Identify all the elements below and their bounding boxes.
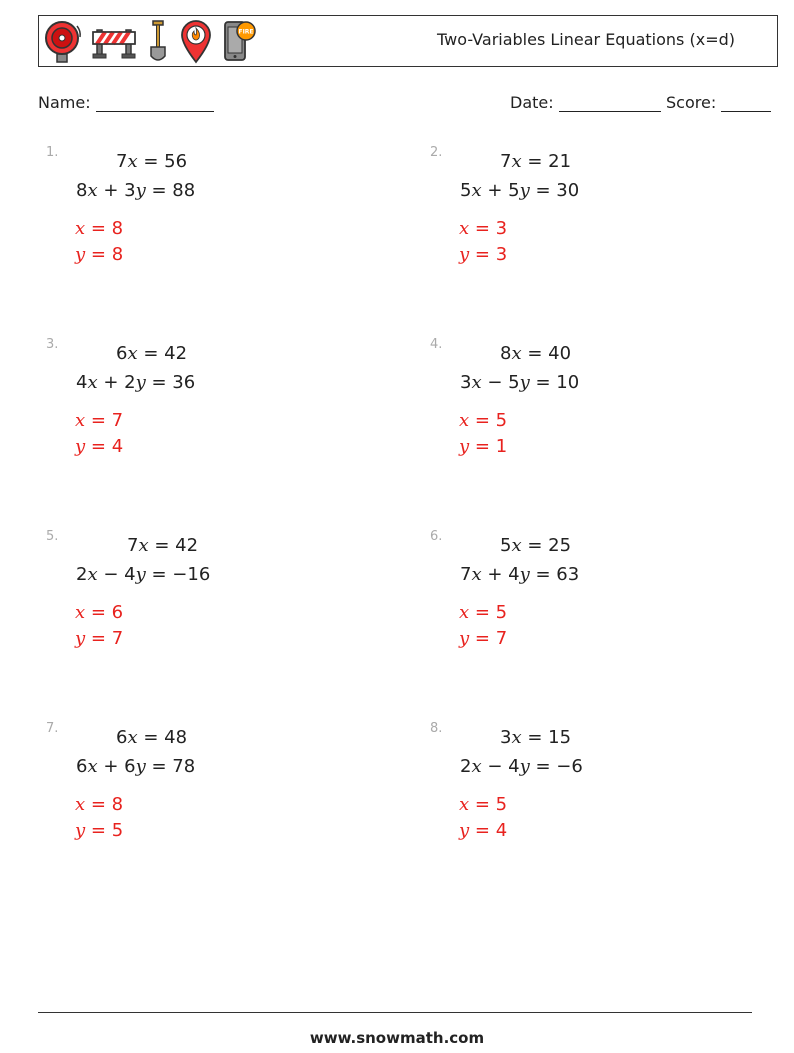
eq2-coef-a: 6 [76, 756, 88, 777]
problem-number: 3. [46, 337, 59, 352]
eq1-var: x [138, 535, 149, 556]
problem-number: 2. [430, 145, 443, 160]
answer-y: y = 8 [75, 244, 124, 265]
answer-y: y = 1 [459, 436, 508, 457]
eq1-rhs: = 48 [137, 727, 188, 748]
svg-text:FIRE: FIRE [238, 28, 254, 36]
eq2-var-x: x [471, 372, 482, 393]
equation-2 [76, 756, 195, 777]
answer-x: x = 6 [75, 602, 124, 623]
eq2-coef-a: 4 [76, 372, 88, 393]
eq1-rhs: = 40 [521, 343, 572, 364]
eq2-coef-a: 2 [76, 564, 88, 585]
eq2-var-y: y [135, 756, 146, 777]
eq2-coef-a: 3 [460, 372, 472, 393]
eq1-var: x [511, 343, 522, 364]
eq2-rhs: = 78 [145, 756, 196, 777]
eq2-op: + [97, 372, 125, 393]
phone-fire-call-icon [221, 18, 257, 64]
eq2-var-y: y [135, 372, 146, 393]
answer-x: x = 5 [459, 602, 508, 623]
eq2-var-y: y [519, 180, 530, 201]
problem-number: 8. [430, 721, 443, 736]
eq2-op: + [481, 180, 509, 201]
eq2-var-y: y [519, 372, 530, 393]
footer-url: www.snowmath.com [309, 1029, 485, 1047]
eq2-rhs: = 36 [145, 372, 196, 393]
problem-5 [46, 529, 386, 689]
eq2-var-x: x [471, 564, 482, 585]
answer-y: y = 5 [75, 820, 124, 841]
eq1-coef: 7 [500, 151, 512, 172]
eq2-rhs: = 88 [145, 180, 196, 201]
eq2-op: − [481, 372, 509, 393]
eq2-var-x: x [471, 180, 482, 201]
name-field[interactable] [38, 93, 214, 112]
equation-1 [500, 535, 571, 556]
problem-7 [46, 721, 386, 881]
eq1-coef: 3 [500, 727, 512, 748]
answer-x: x = 8 [75, 218, 124, 239]
eq2-var-x: x [471, 756, 482, 777]
problem-4 [430, 337, 770, 497]
score-field[interactable] [666, 93, 771, 112]
eq2-coef-a: 2 [460, 756, 472, 777]
eq1-rhs: = 42 [137, 343, 188, 364]
problem-number: 4. [430, 337, 443, 352]
fire-alarm-bell-icon [43, 18, 83, 64]
eq1-rhs: = 15 [521, 727, 572, 748]
problem-number: 5. [46, 529, 59, 544]
eq2-coef-b: 5 [508, 372, 520, 393]
eq2-coef-a: 5 [460, 180, 472, 201]
name-line [96, 95, 214, 112]
header-icons [43, 18, 265, 64]
answer-y: y = 4 [75, 436, 124, 457]
answer-y: y = 4 [459, 820, 508, 841]
problem-1 [46, 145, 386, 305]
eq2-op: − [97, 564, 125, 585]
road-barrier-icon [91, 18, 137, 64]
eq1-rhs: = 25 [521, 535, 572, 556]
answer-y: y = 3 [459, 244, 508, 265]
equation-1 [500, 343, 571, 364]
equation-2 [460, 372, 579, 393]
eq2-var-y: y [519, 564, 530, 585]
eq2-rhs: = 10 [529, 372, 580, 393]
eq1-rhs: = 21 [521, 151, 572, 172]
answer-x: x = 5 [459, 794, 508, 815]
eq1-var: x [127, 343, 138, 364]
worksheet-title: Two-Variables Linear Equations (x=d) [437, 30, 735, 49]
eq2-coef-a: 7 [460, 564, 472, 585]
answer-x: x = 7 [75, 410, 124, 431]
date-label: Date: [510, 93, 554, 112]
score-label: Score: [666, 93, 717, 112]
date-field[interactable] [510, 93, 661, 112]
answer-y: y = 7 [75, 628, 124, 649]
eq1-var: x [127, 727, 138, 748]
eq2-var-y: y [135, 564, 146, 585]
equation-2 [76, 564, 210, 585]
eq2-var-x: x [87, 564, 98, 585]
footer-divider [38, 1012, 752, 1013]
problem-number: 1. [46, 145, 59, 160]
equation-1 [116, 343, 187, 364]
equation-1 [116, 151, 187, 172]
eq2-var-x: x [87, 372, 98, 393]
eq2-op: − [481, 756, 509, 777]
eq2-rhs: = 63 [529, 564, 580, 585]
eq2-rhs: = 30 [529, 180, 580, 201]
eq1-coef: 6 [116, 727, 128, 748]
eq2-coef-b: 3 [124, 180, 136, 201]
eq2-coef-a: 8 [76, 180, 88, 201]
eq1-coef: 7 [116, 151, 128, 172]
eq2-coef-b: 4 [508, 756, 520, 777]
problem-number: 7. [46, 721, 59, 736]
problem-3 [46, 337, 386, 497]
worksheet-header [38, 15, 778, 67]
problem-2 [430, 145, 770, 305]
eq2-var-x: x [87, 180, 98, 201]
equation-2 [76, 372, 195, 393]
eq2-coef-b: 4 [508, 564, 520, 585]
answer-y: y = 7 [459, 628, 508, 649]
eq2-op: + [97, 180, 125, 201]
equation-1 [500, 727, 571, 748]
eq1-var: x [127, 151, 138, 172]
problem-6 [430, 529, 770, 689]
eq2-op: + [481, 564, 509, 585]
eq1-var: x [511, 727, 522, 748]
eq2-op: + [97, 756, 125, 777]
answer-x: x = 3 [459, 218, 508, 239]
eq2-coef-b: 6 [124, 756, 136, 777]
eq2-rhs: = −6 [529, 756, 583, 777]
equation-2 [76, 180, 195, 201]
equation-2 [460, 180, 579, 201]
equation-1 [127, 535, 198, 556]
eq2-var-y: y [135, 180, 146, 201]
problem-8 [430, 721, 770, 881]
eq1-var: x [511, 151, 522, 172]
eq2-coef-b: 5 [508, 180, 520, 201]
eq2-rhs: = −16 [145, 564, 211, 585]
answer-x: x = 5 [459, 410, 508, 431]
equation-2 [460, 564, 579, 585]
equation-1 [116, 727, 187, 748]
name-label: Name: [38, 93, 91, 112]
eq2-var-y: y [519, 756, 530, 777]
eq1-coef: 7 [127, 535, 139, 556]
eq1-rhs: = 56 [137, 151, 188, 172]
fire-location-pin-icon [179, 18, 213, 64]
eq1-coef: 8 [500, 343, 512, 364]
score-line [721, 95, 771, 112]
answer-x: x = 8 [75, 794, 124, 815]
shovel-icon [145, 18, 171, 64]
eq1-coef: 6 [116, 343, 128, 364]
equation-2 [460, 756, 583, 777]
eq2-coef-b: 2 [124, 372, 136, 393]
date-line [559, 95, 661, 112]
equation-1 [500, 151, 571, 172]
eq1-rhs: = 42 [148, 535, 199, 556]
eq2-coef-b: 4 [124, 564, 136, 585]
problem-number: 6. [430, 529, 443, 544]
eq2-var-x: x [87, 756, 98, 777]
eq1-coef: 5 [500, 535, 512, 556]
eq1-var: x [511, 535, 522, 556]
